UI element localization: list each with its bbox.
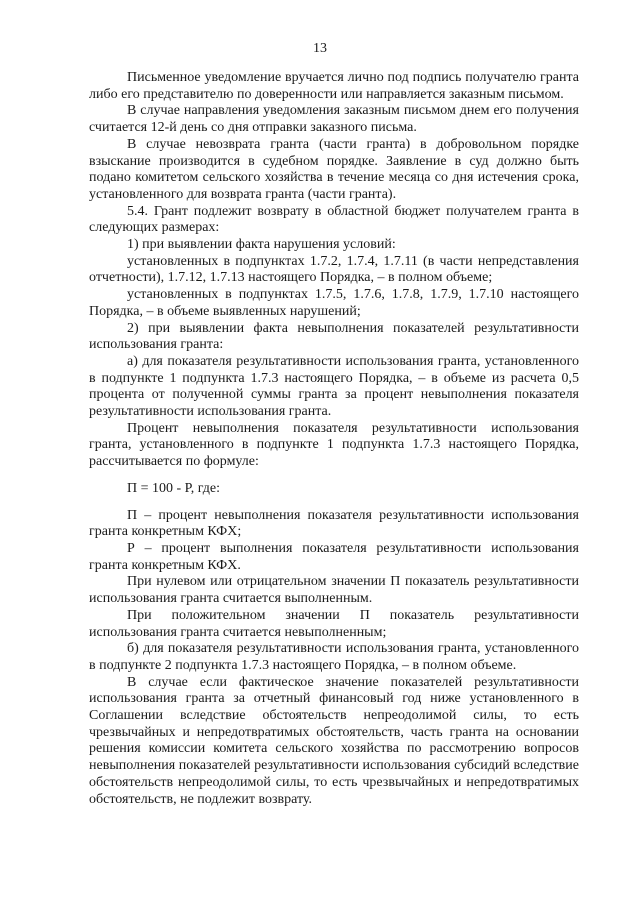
paragraph-item-1: 1) при выявлении факта нарушения условий: xyxy=(127,237,396,253)
document-body xyxy=(89,70,579,808)
paragraph-positive: При положительном значении П показатель результативности использования гранта считается невыполненным; xyxy=(89,607,579,640)
paragraph-registered-mail: В случае направления уведомления заказным письмом днем его получения считается 12-й день со дня отправки заказного письма. xyxy=(89,103,579,136)
paragraph-force-majeure: В случае если фактическое значение показателей результативности использования гранта за отчетный финансовый год ниже установленного в Соглашении вследствие обстоятельств непреодолимой силы, то есть чрезвычайных и непредотвратимых обстоятельств, часть гранта на основании решения комиссии комитета сельского хозяйства по рассмотрению вопросов невыполнения показателей результативности использования субсидий вследствие обстоятельств непреодолимой силы, то есть чрезвычайных и непредотвратимых обстоятельств, не подлежит возврату. xyxy=(89,674,579,807)
paragraph-item-a: а) для показателя результативности использования гранта, установленного в подпункте 1 подпункта 1.7.3 настоящего Порядка, – в объеме из расчета 0,5 процента от полученной суммы гранта за процент невыполнения показателя результативности использования гранта. xyxy=(89,353,579,420)
paragraph-zero-negative: При нулевом или отрицательном значении П показатель результативности использования гранта считается выполненным. xyxy=(89,574,579,607)
paragraph-5-4: 5.4. Грант подлежит возврату в областной бюджет получателем гранта в следующих размерах: xyxy=(89,203,579,236)
paragraph-r-definition: Р – процент выполнения показателя результативности использования гранта конкретным КФХ. xyxy=(89,540,579,573)
page-number: 13 xyxy=(313,41,327,56)
paragraph-item-b: б) для показателя результативности использования гранта, установленного в подпункте 2 подпункта 1.7.3 настоящего Порядка, – в полном объеме. xyxy=(89,641,579,673)
paragraph-violations-volume: установленных в подпунктах 1.7.5, 1.7.6, 1.7.8, 1.7.9, 1.7.10 настоящего Порядка, – в объеме выявленных нарушений; xyxy=(89,287,579,319)
paragraph-court-recovery: В случае невозврата гранта (части гранта) в добровольном порядке взыскание производится в судебном порядке. Заявление в суд должно быть подано комитетом сельского хозяйства в течение месяца со дня истечения срока, установленного для возврата гранта (части гранта). xyxy=(89,136,579,202)
formula: П = 100 - Р, где: xyxy=(127,480,220,496)
paragraph-formula-intro: Процент невыполнения показателя результативности использования гранта, установленного в подпункте 1 подпункта 1.7.3 настоящего Порядка, рассчитывается по формуле: xyxy=(89,420,579,470)
paragraph-item-2: 2) при выявлении факта невыполнения показателей результативности использования гранта: xyxy=(89,320,579,353)
paragraph-full-volume: установленных в подпунктах 1.7.2, 1.7.4, 1.7.11 (в части непредставления отчетности), 1.7.12, 1.7.13 настоящего Порядка, – в полном объеме; xyxy=(89,253,579,286)
paragraph-notice-delivery: Письменное уведомление вручается лично под подпись получателю гранта либо его представителю по доверенности или направляется заказным письмом. xyxy=(89,70,579,102)
paragraph-p-definition: П – процент невыполнения показателя результативности использования гранта конкретным КФХ; xyxy=(89,507,579,540)
